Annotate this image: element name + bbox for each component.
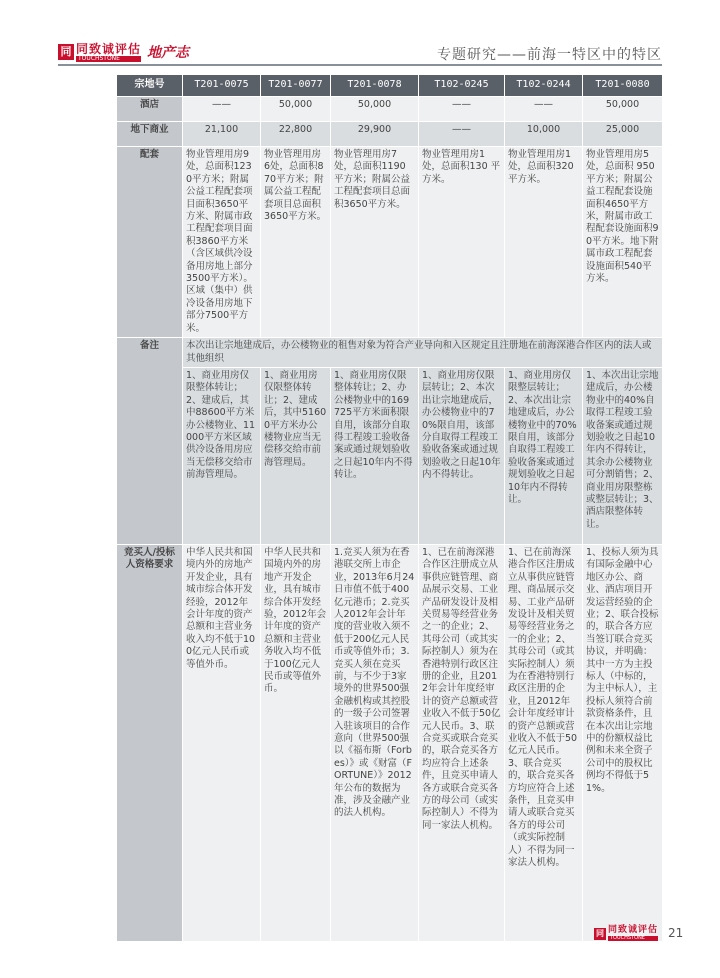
page-header — [0, 0, 720, 72]
logo-text — [76, 43, 141, 62]
header-col-2: T201-0077 — [261, 75, 331, 97]
table-cell: —— — [419, 122, 505, 147]
table-cell: 物业管理用房5处，总面积 950平方米；附属公益工程配套设施面积4650平方米，附属市政工程配套设施面积90平方米。地下附属市政工程配套设施面积540平方米。 — [583, 147, 663, 338]
footer-logo-chinese-name: 同致诚评估 — [608, 925, 659, 935]
header-col-1: T201-0075 — [183, 75, 261, 97]
header-col-3: T201-0078 — [331, 75, 419, 97]
table-cell: 50,000 — [261, 97, 331, 122]
row-label: 备注 — [117, 338, 183, 545]
table-cell: 中华人民共和国境内外的房地产开发企业，具有城市综合体开发经验，2012年会计年度的资产总额和主营业务收入均不低于100亿元人民币或等值外币。 — [261, 544, 331, 941]
table-cell: 1、商业用房仅限整体转让；2、建成后，其中51600平方米办公楼物业应当无偿移交给市前海管理局。 — [261, 367, 331, 544]
remark-common-note: 本次出让宗地建成后，办公楼物业的租售对象为符合产业导向和入区规定且注册地在前海深港合作区内的法人或其他组织 — [183, 338, 663, 368]
footer-logo-text — [608, 926, 658, 941]
table-cell: 中华人民共和国境内外的房地产开发企业，具有城市综合体开发经验，2012年会计年度的资产总额和主营业务收入均不低于100亿元人民币或等值外币。 — [183, 544, 261, 941]
table-cell: 1、商业用房仅限整体转让；2、办公楼物业中的169725平方米面积限自用，该部分自取得工程竣工验收备案或通过规划验收之日起10年内不得转让。 — [331, 367, 419, 544]
table-row — [117, 544, 663, 941]
table-cell: —— — [505, 97, 583, 122]
table-row — [117, 367, 663, 544]
land-parcel-table — [116, 74, 663, 942]
header-rule — [58, 64, 662, 66]
left-margin-strip — [58, 74, 114, 954]
row-label: 配套 — [117, 147, 183, 338]
table-cell: 29,900 — [331, 122, 419, 147]
header-col-5: T102-0244 — [505, 75, 583, 97]
table-cell: 1、已在前海深港合作区注册成立从事供应链管理、商品展示交易、工业产品研发设计及相关贸易等经营业务之一的企业；2、其母公司（或其实际控制人）须为在香港特别行政区注册的企业，且2012年会计年度经审计的资产总额或营业收入不低于50亿元人民币。3、联合竞买或联合竞买的，联合竞买各方均应符合上述条件，且竞买申请人各方或联合竞买各方的母公司（或实际控制人）不得为同一家法人机构。 — [419, 544, 505, 941]
table-cell: 1、商业用房仅限层转让；2、本次出让宗地建成后，办公楼物业中的70%限自用，该部分自取得工程竣工验收备案或通过规划验收之日起10年内不得转让。 — [419, 367, 505, 544]
table-cell: 21,100 — [183, 122, 261, 147]
table-row — [117, 147, 663, 338]
row-label: 竞买人/投标人资格要求 — [117, 544, 183, 941]
section-topic: 专题研究——前海一特区中的特区 — [437, 47, 662, 63]
footer-logo — [594, 926, 658, 941]
table-header-row — [117, 75, 663, 97]
row-label: 地下商业 — [117, 122, 183, 147]
row-label: 酒店 — [117, 97, 183, 122]
header-col-4: T102-0245 — [419, 75, 505, 97]
table-cell: 1、商业用房仅限整体转让；2、建成后，其中88600平方米办公楼物业、11000平方米区域供冷设备用房应当无偿移交给市前海管理局。 — [183, 367, 261, 544]
logo-english-name: TOUCHSTONE — [76, 56, 141, 62]
table-cell: —— — [419, 97, 505, 122]
table-cell: 1.竞买人须为在香港联交所上市企业，2013年6月24日市值不低于400亿元港币；2.竞买人2012年会计年度的营业收入须不低于200亿元人民币或等值外币；3.竞买人须在竞买前，与不少于3家境外的世界500强金融机构或其控股的一级子公司签署入驻该项目的合作意向（世界500强以《福布斯（Forbes）》或《财富（FORTUNE）》2012年公布的数据为准，涉及金融产业的法人机构。 — [331, 544, 419, 941]
brand-logo — [58, 42, 189, 62]
table-cell: 50,000 — [331, 97, 419, 122]
table-cell: 50,000 — [583, 97, 663, 122]
footer-logo-mark: 同 — [596, 928, 604, 938]
table-body — [117, 97, 663, 942]
logo-mark: 同 — [58, 44, 74, 60]
table-cell: 22,800 — [261, 122, 331, 147]
logo-chinese-name: 同致诚评估 — [76, 41, 142, 56]
table-cell: 1、投标人须为具有国际金融中心地区办公、商业、酒店项目开发运营经验的企业；2、联合投标的，联合各方应当签订联合竞买协议，并明确：其中一方为主投标人（中标的，为主中标人），主投标人须符合前款资格条件，且在本次出让宗地中的份额权益比例和未来全资子公司中的股权比例均不得低于51%。 — [583, 544, 663, 941]
table-cell: 1、已在前海深港合作区注册成立从事供应链管理、商品展示交易、工业产品研发设计及相关贸易等经营业务之一的企业；2、其母公司（或其实际控制人）须为在香港特别行政区注册的企业，且2012年会计年度经审计的资产总额或营业收入不低于50亿元人民币。3、联合竞买的，联合竞买各方均应符合上述条件，且竞买申请人或联合竞买各方的母公司（或实际控制人）不得为同一家法人机构。 — [505, 544, 583, 941]
table-cell: 物业管理用房9处，总面积1230平方米；附属公益工程配套项目面积3650平方米、附属市政工程配套项目面积3860平方米（含区域供冷设备用房地上部分3500平方米）。区域（集中）供冷设备用房地下部分7500平方米。 — [183, 147, 261, 338]
header-col-6: T201-0080 — [583, 75, 663, 97]
table-cell: 物业管理用房6处，总面积870平方米；附属公益工程配套项目总面积 3650平方米。 — [261, 147, 331, 338]
table-cell: 物业管理用房1处，总面积130 平方米。 — [419, 147, 505, 338]
magazine-script-title: 地产志 — [147, 45, 190, 61]
table-row — [117, 122, 663, 147]
page-number: 21 — [668, 926, 684, 940]
header-parcel-id: 宗地号 — [117, 75, 183, 97]
table-cell: 25,000 — [583, 122, 663, 147]
table-row — [117, 97, 663, 122]
table-cell: 物业管理用房1处，总面积320 平方米。 — [505, 147, 583, 338]
table-row — [117, 338, 663, 368]
table-cell: 1、商业用房仅限整层转让；2、本次出让宗地建成后，办公楼物业中的70%限自用，该部分自取得工程竣工验收备案或通过规划验收之日起10年内不得转让。 — [505, 367, 583, 544]
table-cell: 10,000 — [505, 122, 583, 147]
table-cell: 物业管理用房7处，总面积1190平方米；附属公益工程配套项目总面积3650平方米。 — [331, 147, 419, 338]
footer-logo-english-name: TOUCHSTONE — [608, 936, 658, 941]
table-cell: —— — [183, 97, 261, 122]
table-cell: 1、本次出让宗地建成后，办公楼物业中的40%自取得工程竣工验收备案或通过规划验收之日起10年内不得转让，其余办公楼物业可分割销售；2、商业用房限整栋或整层转让；3、酒店限整体转让。 — [583, 367, 663, 544]
